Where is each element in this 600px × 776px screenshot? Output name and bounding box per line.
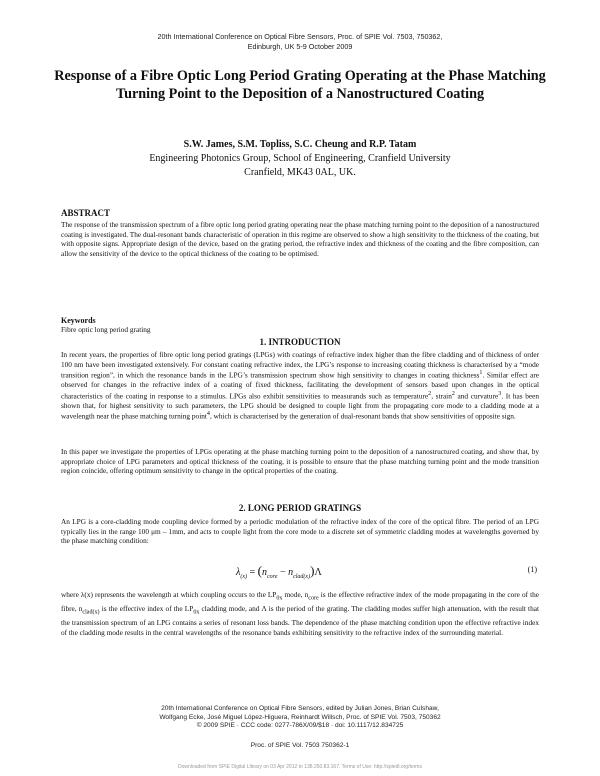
keywords-heading: Keywords <box>61 316 96 325</box>
footer-line2: Wolfgang Ecke, José Miguel López-Higuera, Reinhardt Willsch, Proc. of SPIE Vol. 7503, 750362 <box>159 713 441 721</box>
introduction-paragraph-1: In recent years, the properties of fibre optic long period gratings (LPGs) with coatings of refractive index higher than the fibre cladding and of thickness of order 100 nm have been investigated extensively. For constant coating refractive index, the LPG’s response to increasing coating thickness is characterised by a “mode transition region”, in which the resonance bands in the LPG’s transmission spectrum show high sensitivity to changes in coating thickness$^1$. Similar effect are observed for changes in the refractive index of a coating of fixed thickness, facilitating the development of sensors based upon changes in the optical characteristics of the coating in response to a stimulus. LPGs also exhibit sensitivities to measurands such as temperature$^2$, strain$^2$ and curvature$^3$. It has been shown that, for highest sensitivity to such parameters, the LPG should be designed to couple light from the propagating core mode to a cladding mode at a wavelength near the phase matching turning point$^4$, which is characterised by the generation of dual-resonant bands that show sensitivities of opposite sign. <box>61 350 539 421</box>
footer-line1: 20th International Conference on Optical Fibre Sensors, edited by Julian Jones, Brian Culshaw, <box>161 705 439 712</box>
phase-matching-equation: $\lambda_{(x)} = (n_{core} - n_{clad(x)})\Lambda$ <box>236 563 322 580</box>
abstract-heading: ABSTRACT <box>61 208 111 218</box>
download-notice: Downloaded from SPIE Digital Library on 03 Apr 2012 to 138.250.83.167. Terms of Use: http://spiedl.org/terms <box>178 764 422 770</box>
equation-number: (1) <box>527 565 537 574</box>
introduction-heading: 1. INTRODUCTION <box>259 337 341 347</box>
equation-1 <box>61 561 539 583</box>
long-period-gratings-heading: 2. LONG PERIOD GRATINGS <box>238 503 362 513</box>
page-number: Proc. of SPIE Vol. 7503 750362-1 <box>250 742 350 749</box>
affiliation-line2: Cranfield, MK43 0AL, UK. <box>244 167 356 178</box>
abstract-text: The response of the transmission spectrum of a fibre optic long period grating operating near the phase matching turning point to the deposition of a nanostructured coating is investigated. The dual-resonant bands characteristic of operation in this regime are observed to show a high sensitivity to the thickness of the coating, but with opposite signs. Appropriate design of the device, based on the grating period, the refractive index and thickness of the coating and the fibre composition, can allow the sensitivity of the device to the optical thickness of the coating to be optimised. <box>61 220 539 258</box>
section2-paragraph-2: where λ(x) represents the wavelength at which coupling occurs to the $LP_{0x}$ mode, $n_{core}$ is the effective refractive index of the mode propagating in the core of the fibre, $n_{clad(x)}$ is the effective index of the $LP_{0x}$ cladding mode, and Λ is the period of the grating. The cladding modes suffer high attenuation, with the result that the transmission spectrum of an LPG contains a series of resonant loss bands. The dependence of the phase matching condition upon the effective refractive index of the cladding mode results in the central wavelengths of the resonance bands exhibiting sensitivity to the refractive index of the surrounding material. <box>61 590 539 637</box>
paper-title: Response of a Fibre Optic Long Period Grating Operating at the Phase Matching Turning Point to the Deposition of a Nanostructured Coating <box>54 68 546 102</box>
conference-header-line1: 20th International Conference on Optical Fibre Sensors, Proc. of SPIE Vol. 7503, 750362, <box>157 32 443 41</box>
section2-paragraph-1: An LPG is a core-cladding mode coupling device formed by a periodic modulation of the refractive index of the core of the optical fibre. The period of an LPG typically lies in the range 100 μm – 1mm, and acts to couple light from the core mode to a discrete set of symmetric cladding modes at wavelengths governed by the phase matching condition: <box>61 517 539 546</box>
keywords-text: Fibre optic long period grating <box>61 325 151 334</box>
footer-citation <box>0 705 600 731</box>
author-list: S.W. James, S.M. Topliss, S.C. Cheung and R.P. Tatam <box>183 139 417 150</box>
conference-header-line2: Edinburgh, UK 5-9 October 2009 <box>247 42 353 51</box>
affiliation <box>0 152 600 180</box>
footer-line3: © 2009 SPIE · CCC code: 0277-786X/09/$18 · doi: 10.1117/12.834725 <box>196 722 404 729</box>
introduction-paragraph-2: In this paper we investigate the properties of LPGs operating at the phase matching turning point to the deposition of a nanostructured coating, and show that, by appropriate choice of LPG parameters and optical thickness of the coating, it is possible to ensure that the phase matching turning point and the mode transition region coincide, offering optimum sensitivity to change in the optical properties of the coating. <box>61 447 539 476</box>
affiliation-line1: Engineering Photonics Group, School of Engineering, Cranfield University <box>149 153 451 164</box>
